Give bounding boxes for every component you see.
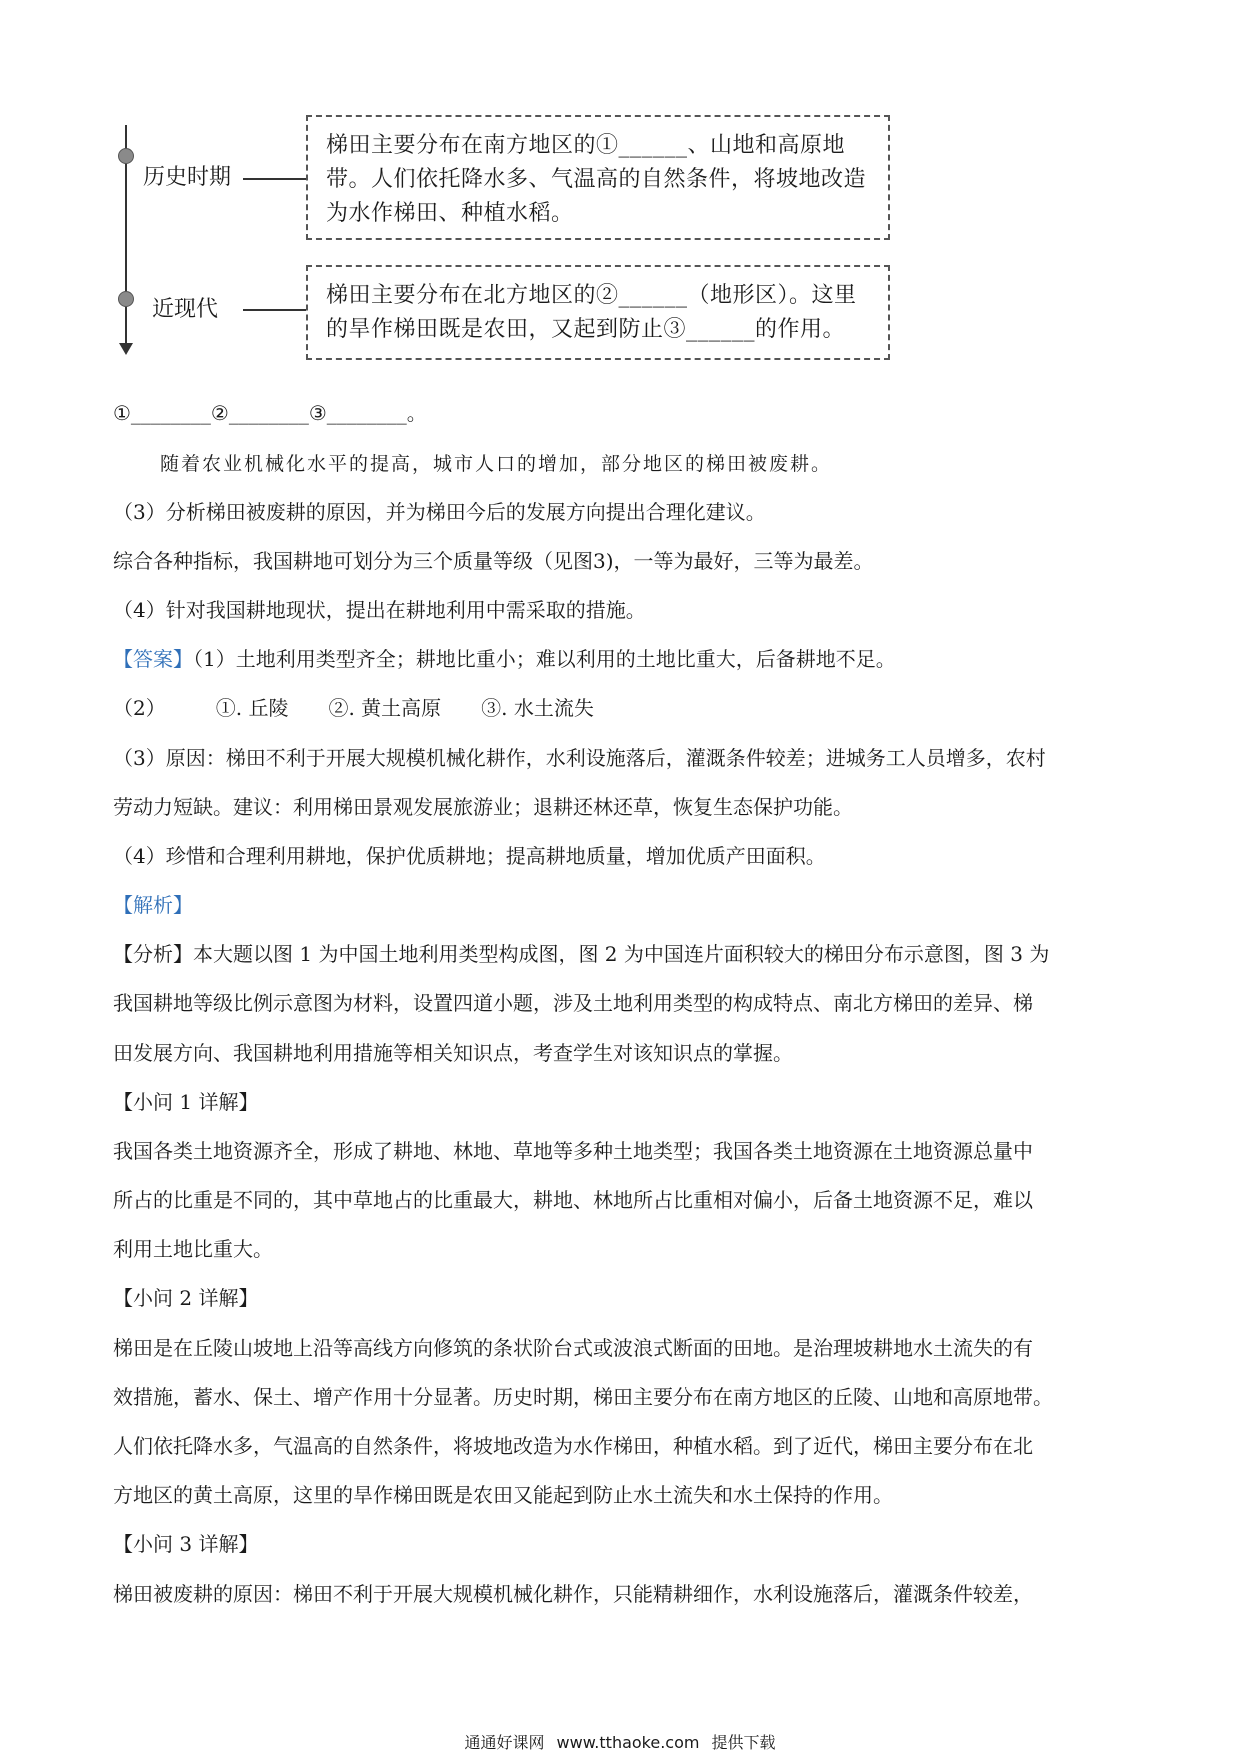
analysis-overview-line-1: 【分析】本大题以图 1 为中国土地利用类型构成图，图 2 为中国连片面积较大的梯田分布示意图，图 3 为 [113,942,1050,966]
analysis-tag: 【解析】 [113,893,193,917]
subquestion-1-line-1: 我国各类土地资源齐全，形成了耕地、林地、草地等多种土地类型；我国各类土地资源在土地资源总量中 [113,1139,1033,1163]
answer-2-item-1: ①. 丘陵 [215,696,289,720]
subquestion-2-line-2: 效措施，蓄水、保土、增产作用十分显著。历史时期，梯田主要分布在南方地区的丘陵、山地和高原地带。 [113,1385,1053,1409]
blanks-line: ①________②________③________。 [113,401,427,425]
timeline-label-modern: 近现代 [152,297,219,322]
analysis-overview-line-3: 田发展方向、我国耕地利用措施等相关知识点，考查学生对该知识点的掌握。 [113,1041,793,1065]
answer-4: （4）珍惜和合理利用耕地，保护优质耕地；提高耕地质量，增加优质产田面积。 [113,844,826,868]
answer-1 [113,645,896,673]
subquestion-2-line-4: 方地区的黄土高原，这里的旱作梯田既是农田又能起到防止水土流失和水土保持的作用。 [113,1483,893,1507]
subquestion-1-line-3: 利用土地比重大。 [113,1237,273,1261]
subquestion-2-line-3: 人们依托降水多，气温高的自然条件，将坡地改造为水作梯田，种植水稻。到了近代，梯田主要分布在北 [113,1434,1033,1458]
subquestion-1-title: 【小问 1 详解】 [113,1090,259,1114]
timeline-connector-history [243,178,306,180]
timeline-box-history: 梯田主要分布在南方地区的①______、山地和高原地带。人们依托降水多、气温高的自然条件，将坡地改造为水作梯田、种植水稻。 [306,115,890,240]
timeline-label-history: 历史时期 [143,165,232,190]
subquestion-3-line-1: 梯田被废耕的原因：梯田不利于开展大规模机械化耕作，只能精耕细作，水利设施落后，灌溉条件较差， [113,1582,1033,1606]
answer-2 [113,694,594,722]
intro-text: 随着农业机械化水平的提高，城市人口的增加，部分地区的梯田被废耕。 [160,453,833,475]
question-4: （4）针对我国耕地现状，提出在耕地利用中需采取的措施。 [113,598,646,622]
timeline-dot-icon [118,148,134,164]
timeline-connector-modern [243,309,306,311]
answer-3-line-1: （3）原因：梯田不利于开展大规模机械化耕作，水利设施落后，灌溉条件较差；进城务工人员增多，农村 [113,746,1046,770]
subquestion-1-line-2: 所占的比重是不同的，其中草地占的比重最大，耕地、林地所占比重相对偏小，后备土地资源不足，难以 [113,1188,1033,1212]
timeline-arrow-down-icon [119,343,133,355]
grade-text: 综合各种指标，我国耕地可划分为三个质量等级（见图3)，一等为最好，三等为最差。 [113,549,874,573]
answer-2-item-3: ③. 水土流失 [481,696,594,720]
footer-suffix: 提供下载 [711,1733,776,1752]
page-footer [0,1730,1240,1753]
answer-3-line-2: 劳动力短缺。建议：利用梯田景观发展旅游业；退耕还林还草，恢复生态保护功能。 [113,795,853,819]
footer-url[interactable]: www.tthaoke.com [556,1733,700,1752]
answer-2-item-2: ②. 黄土高原 [328,696,442,720]
answer-tag: 【答案】 [113,647,193,671]
footer-site-name: 通通好课网 [464,1733,545,1752]
timeline-box-modern: 梯田主要分布在北方地区的②______（地形区）。这里的旱作梯田既是农田，又起到防止③______的作用。 [306,265,890,360]
answer-1-text: （1）土地利用类型齐全；耕地比重小；难以利用的土地比重大，后备耕地不足。 [193,647,896,671]
question-3: （3）分析梯田被废耕的原因，并为梯田今后的发展方向提出合理化建议。 [113,500,766,524]
subquestion-2-title: 【小问 2 详解】 [113,1286,259,1310]
timeline-dot-icon [118,291,134,307]
subquestion-3-title: 【小问 3 详解】 [113,1532,259,1556]
subquestion-2-line-1: 梯田是在丘陵山坡地上沿等高线方向修筑的条状阶台式或波浪式断面的田地。是治理坡耕地水土流失的有 [113,1336,1033,1360]
analysis-overview-line-2: 我国耕地等级比例示意图为材料，设置四道小题，涉及土地利用类型的构成特点、南北方梯田的差异、梯 [113,991,1033,1015]
answer-2-prefix: （2） [113,696,166,720]
